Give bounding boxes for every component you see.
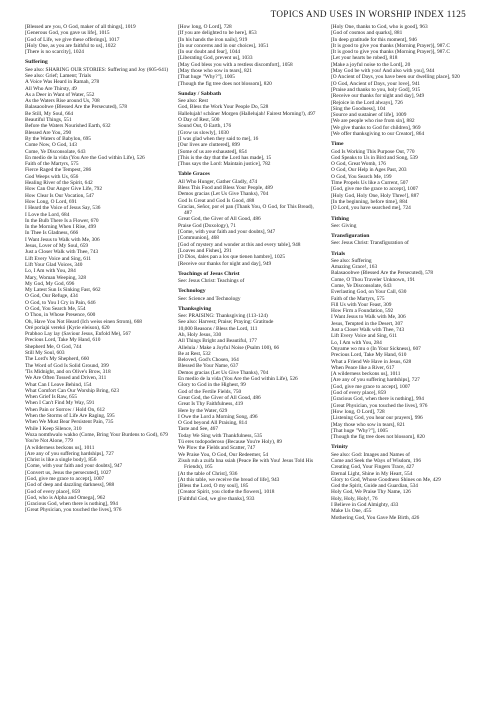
topic-heading: Thanksgiving [178,305,212,312]
index-entry: [At this table, we receive the bread of life], 943 [178,476,280,483]
index-entry: [Christ is like a single body], 856 [25,457,97,464]
index-entry: [Great Physician, you touched the lives], 976 [25,507,122,514]
index-entry: The Word of God Is Solid Ground, 399 [25,362,109,369]
index-entry: [O God, Ancient of Days, your love], 941 [331,80,421,87]
index-entry: [Communion], 468 [178,235,219,242]
index-entry: When the Storms of Life Are Raging, 595 [25,413,115,420]
index-entry: God Is Working This Purpose Out, 770 [331,148,415,155]
index-entry: Precious Lord, Take My Hand, 610 [331,352,407,359]
index-entry: We Praise You, O God, Our Redeemer, 54 [178,451,269,458]
topic-heading: Tithing [331,215,349,222]
index-entry: I Love the Lord, 684 [25,211,70,218]
index-entry: Just a Closer Walk with Thee, 743 [25,249,99,256]
index-entry: [Though the fig tree does not blossom], 820 [178,80,272,87]
index-entry: O Day of Rest, 500 [178,117,220,124]
index-entry: You're Not Alone, 779 [25,438,73,445]
index-entry: Balasaoobwe (Blessed Are the Persecuted), 578 [331,270,434,277]
index-entry: Precious Lord, Take My Hand, 610 [25,337,101,344]
index-entry: See: Jesus Christ: Transfiguration of [331,240,409,247]
index-entry: Lift Every Voice and Sing, 611 [25,255,92,262]
index-entry: [This is the day that the Lord has made], 15 [178,154,272,161]
index-entry: Shepherd Me, O God, 744 [25,343,82,350]
topic-heading: Technology [178,288,206,295]
index-entry: Zisuh ruh a zuifa hna ssiah (Peace Be with You! Jesus Told His Friends), 165 [178,457,314,471]
index-entry: [Receive our thanks for night and day], 949 [178,260,272,267]
index-entry: Come, O Thou Traveler Unknown, 191 [331,276,416,283]
index-entry: How Firm a Foundation, 592 [331,308,394,315]
index-entry: Blessed Are You, 290 [25,129,72,136]
index-entry: In Thee Is Gladness, 666 [25,230,79,237]
index-entry: What Comfort Can Our Worship Bring, 623 [25,387,120,394]
index-entry: [May God bless you with a restless discomfort], 1058 [178,61,293,68]
index-entry: Beautiful Things, 551 [25,117,72,124]
index-entry: [Make a joyful noise to the Lord], 20 [331,61,411,68]
index-entry: Balasaoobwe (Blessed Are the Persecuted), 578 [25,104,128,111]
index-entry: [In our doubt and fear], 1044 [178,49,241,56]
index-entry: Holy, Holy, Holy!, 76 [331,495,378,502]
index-entry: Sound Out, O Earth, 176 [178,123,232,130]
index-entry: [That huge "Why?"], 1005 [178,74,235,81]
index-entry: 10,000 Reasons / Bless the Lord, 111 [178,325,258,332]
index-entry: [We are people who rise from sin], 882 [331,118,415,125]
index-entry: Make Us One, 455 [331,508,372,515]
index-entry: Lo, I Am with You, 284 [331,339,382,346]
index-entry: [Faithful God, we give thanks], 933 [178,495,255,502]
index-entry: Creating God, Your Fingers Trace, 427 [331,464,415,471]
index-entry: [God, give me the grace to accept], 1007 [331,186,419,193]
index-entry: Alleluia / Make a Joyful Noise (Psalm 100), 66 [178,344,280,351]
index-entry: See also: SHARING OUR STORIES: Suffering and Joy (605-641) [25,66,169,73]
index-entry: Everlasting God, on Your Call, 630 [331,289,407,296]
index-entry: [Blessed are you, O God, maker of all things], 1019 [25,24,136,30]
index-entry: [Source and sustainer of life], 1009 [331,112,407,119]
index-entry: [It is good to give you thanks (Morning Prayer)], 987.C [331,49,450,56]
index-entry: God Is Great and God Is Good, 488 [178,197,255,204]
index-entry: Faith of the Martyrs, 575 [331,295,385,302]
index-entry: I Want Jesus to Walk with Me, 306 [25,236,100,243]
index-entry: Come, Ye Disconsolate, 643 [331,282,392,289]
index-entry: [We offer thanksgiving to our Creator], 864 [331,131,425,138]
index-entry: O Thou, in Whose Presence, 600 [25,312,96,319]
index-entry: [I was glad when they said to me], 16 [178,135,259,142]
index-entry: How Long, O Lord, 691 [25,198,77,205]
index-entry: When We Must Bear Persistent Pain, 735 [25,419,114,426]
index-entry: [Let your hearts be robed], 818 [331,55,398,62]
index-entry: [Listening God, you hear our prayers], 996 [331,415,423,422]
index-entry: In the Morning When I Rise, 499 [25,224,96,231]
index-entry: Eternal Light, Shine in My Heart, 554 [331,470,413,477]
index-entry: Mothering God, You Gave Me Birth, 426 [331,514,420,521]
index-entry: [Sing the Goodness], 104 [331,105,386,112]
index-entry: We Plow the Fields and Scatter, 747 [178,445,256,452]
index-entry: See also: Harvest; Praise; Praying: Gratitude [178,319,274,326]
index-entry: [Holy God, Holy One, Holy Three!], 887 [331,192,419,199]
index-entry: [Gracious God, when there is nothing], 994 [25,501,118,508]
index-entry: See: Giving [331,222,357,229]
index-entry: O God beyond All Praising, 814 [178,420,247,427]
index-entry: [Bless the Lord, O my soul], 185 [178,483,249,490]
index-entry: Fierce Raged the Tempest, 286 [25,167,92,174]
running-title: TOPICS AND USES IN WORSHIP INDEX [270,9,445,19]
index-entry: Onyame wo mu o (In Your Sickness), 607 [331,345,421,352]
index-entry: See: PRAISING: Thanksgiving (113-124) [178,313,268,320]
index-entry: Time Propels Us like a Current, 507 [331,180,409,187]
index-entry: [Some of us are exhausted], 854 [178,148,247,155]
index-entry: I Believe in God Almighty, 433 [331,501,399,508]
index-entry: Great God, the Giver of All Good, 486 [178,394,261,401]
index-entry: Glory to God in the Highest, 99 [178,382,246,389]
index-entry: Praise God (Doxology), 71 [178,222,236,229]
index-entry: I Owe the Lord a Morning Song, 496 [178,413,258,420]
index-entry: [May God be with you! And also with you], 944 [331,68,435,75]
topic-heading: Trials [331,250,346,257]
index-entry: [Thus says the Lord: Maintain justice], 782 [178,161,271,168]
index-entry: [Holy One, thanks to God, who is good], 963 [331,24,428,30]
index-entry: Be Still, My Soul, 664 [25,110,74,117]
index-entry: We Are Often Tossed and Driven, 311 [25,375,107,382]
index-entry: [That huge "Why?"], 1005 [331,427,388,434]
index-entry: [Come, with your faith and your doubts], 947 [25,463,123,470]
index-entry: 'Tis Midnight, and on Olive's Brow, 318 [25,368,111,375]
index-entry: Great Is Thy Faithfulness, 419 [178,401,244,408]
index-entry: God of the Fertile Fields, 750 [178,388,242,395]
index-entry: See: Science and Technology [178,295,241,302]
index-entry: Beloved, God's Chosen, 164 [178,357,239,364]
index-entry: See also: Rest [178,98,208,105]
index-entry: Oré poriajú verekó (Kyrie eleison), 620 [25,324,110,331]
index-entry: [God of every place], 859 [331,390,387,397]
index-entry: Before the Waters Nourished Earth, 632 [25,123,111,130]
index-entry: Woza nomthwalo wakho (Come, Bring Your Burdens to God), 679 [25,431,168,438]
index-entry: [We give thanks to God for children], 969 [331,124,421,131]
index-entry: All Things Bright and Beautiful, 177 [178,338,257,345]
index-entry: See also: Suffering [331,257,372,264]
index-entry: O God, Our Help in Ages Past, 203 [331,167,407,174]
index-entry: [Are any of you suffering hardships], 727 [331,377,420,384]
index-entry: God, Bless the Work Your People Do, 528 [178,104,269,111]
index-entry: What a Friend We Have in Jesus, 628 [331,358,412,365]
index-entry: [God, who is Alpha and Omega], 962 [25,494,106,501]
index-entry: O God, to You I Cry in Pain, 646 [25,299,96,306]
index-entry: [Though the fig tree does not blossom], 820 [331,434,425,441]
index-column-3 [331,24,476,521]
index-column-1 [25,24,170,514]
index-entry: [O Lord, you have searched me], 724 [331,205,411,212]
index-entry: [Are any of you suffering hardships], 727 [25,450,114,457]
topic-heading: Suffering [25,59,48,66]
index-entry: How Clear Is Our Vocation, 547 [25,192,94,199]
index-entry: Still My Soul, 603 [25,350,65,357]
index-entry: Great God, the Giver of All Good, 486 [178,216,261,223]
index-entry: [Convert us, Jesus the persecuted], 1027 [25,469,112,476]
index-entry: See also: God: Images and Names of [331,451,410,458]
index-entry: God Speaks to Us in Bird and Song, 539 [331,154,418,161]
index-entry: O God, Our Refuge, 434 [25,293,78,300]
index-entry: [At the table of Christ], 936 [178,470,238,477]
index-entry: I Want Jesus to Walk with Me, 306 [331,314,406,321]
index-entry: Fill Us with Your Feast, 309 [331,301,392,308]
index-entry: [May those who sow in tears], 821 [331,421,406,428]
index-entry: [It is good to give you thanks (Morning Prayer)], 987.C [331,42,450,49]
index-entry: When I Can't Find My Way, 591 [25,400,95,407]
index-entry: [God, give me grace to accept], 1007 [331,383,411,390]
index-entry: En medio de la vida (You Are the God within Life), 526 [25,154,145,161]
index-entry: [Our lives are cluttered], 899 [178,142,240,149]
index-entry: [There is no scarcity], 1024 [25,49,84,56]
index-entry: How Can Our Anger Give Life, 792 [25,186,103,193]
index-entry: Oh, Have You Not Heard (Ich weiss einen Strom), 668 [25,318,142,325]
index-entry: [A wilderness beckons us], 1011 [331,371,401,378]
index-entry: Jesus, Lover of My Soul, 659 [25,243,89,250]
index-entry: Come and Seek the Ways of Wisdom, 196 [331,457,421,464]
index-entry: Blessed Be Your Name, 637 [178,363,239,370]
topic-heading: Transfiguration [331,233,370,240]
index-entry: En medio de la vida (You Are the God within Life), 526 [178,376,298,383]
topic-heading: Time [331,141,344,148]
index-entry: See: Jesus Christ: Teachings of [178,278,245,285]
index-entry: [Come, with your faith and your doubts], 947 [178,229,276,236]
index-entry: When Grief Is Raw, 655 [25,394,78,401]
index-entry: [In deep gratitude for this moment], 946 [331,36,417,43]
index-entry: Bless This Food and Bless Your People, 489 [178,184,273,191]
index-entry: [Holy One, as you are faithful to us], 1022 [25,42,116,49]
index-entry: Lift Your Glad Voices, 340 [25,261,83,268]
index-entry: O God, Great Womb, 176 [331,161,386,168]
index-entry: [God of mystery and wonder at this and every table], 948 [178,241,301,248]
index-entry: O God, You Search Me, 199 [331,173,392,180]
index-entry: Demos gracias (Let Us Give Thanks), 704 [178,369,269,376]
index-entry: As the Waters Rise around Us, 708 [25,98,100,105]
index-entry: Jesus, Tempted in the Desert, 307 [331,320,403,327]
index-entry: God the Spirit, Guide and Guardian, 534 [331,483,418,490]
index-entry: Glory to God, Whose Goodness Shines on Me, 429 [331,476,441,483]
index-entry: Tú eres todopoderoso (Because You're Holy), 89 [178,439,282,446]
index-entry: Gracias, Señor, por el pan (Thank You, O God, for This Bread), 487 [178,203,314,217]
index-entry: [O Ancient of Days, you have been our dwelling place], 920 [331,74,460,81]
index-entry: [Liberating God, prevent us], 1033 [178,55,253,62]
index-entry: In the Bulb There Is a Flower, 670 [25,217,99,224]
index-entry: [Gracious God, when there is nothing], 994 [331,396,424,403]
index-entry: Hallelujah! schöner Morgen (Hallelujah! Fairest Morning!), 497 [178,110,316,117]
index-entry: Mary, Woman Weeping, 328 [25,274,87,281]
index-entry: [Grow us slowly], 1030 [178,129,229,136]
topic-heading: Sunday / Sabbath [178,90,221,97]
index-entry: I Heard the Voice of Jesus Say, 536 [25,205,101,212]
index-entry: [If you are delighted to be here], 853 [178,30,257,37]
index-entry: [A wilderness beckons us], 1011 [25,444,95,451]
index-entry: What Can I Leave Behind, 154 [25,381,92,388]
index-entry: By the Waters of Babylon, 695 [25,135,91,142]
topic-heading: Teachings of Jesus Christ [178,270,240,277]
index-entry: [God of deep and dazzling darkness], 988 [25,482,115,489]
index-entry: Ah, Holy Jesus, 330 [178,331,222,338]
index-entry: Demos gracias (Let Us Give Thanks), 704 [178,191,269,198]
index-entry: Be at Rest, 532 [178,350,211,357]
index-entry: Come, Ye Disconsolate, 643 [25,148,86,155]
index-entry: [Creator Spirit, you clothe the flowers], 1018 [178,489,275,496]
index-entry: Just a Closer Walk with Thee, 743 [331,327,405,334]
topic-heading: Trinity [331,444,348,451]
index-entry: Holy God, We Praise Thy Name, 126 [331,489,411,496]
index-entry: God Weeps with Us, 656 [25,173,79,180]
index-entry: [How long, O Lord], 728 [331,408,385,415]
index-entry: My Latest Sun Is Sinking Fast, 662 [25,287,101,294]
index-entry: [In the beginning, before time], 884 [331,198,408,205]
index-entry: [In our concerns and in our choices], 1051 [178,42,269,49]
index-entry: [May those who sow in tears], 821 [178,68,253,75]
index-entry: Here by the Water, 629 [178,407,228,414]
index-entry: Prabhoo Lay lay (Saviour Jesus, Enfold Me), 567 [25,331,131,338]
index-entry: [God, give me grace to accept], 1007 [25,476,105,482]
index-entry: [Rejoice in the Lord always], 726 [331,99,403,106]
index-entry: [God of Life, we give these offerings], 1017 [25,36,120,43]
index-entry: [Loaves and Fishes], 291 [178,247,232,254]
index-entry: Lift Every Voice and Sing, 611 [331,333,398,340]
index-entry: Faith of the Martyrs, 575 [25,161,79,168]
index-entry: See also: Grief; Lament; Trials [25,73,91,79]
index-entry: [God of every place], 859 [25,488,81,495]
page-number: 1125 [446,9,466,19]
index-entry: Healing River of the Spirit, 642 [25,180,93,187]
index-entry: Today We Sing with Thankfulness, 535 [178,432,263,439]
topic-heading: Table Graces [178,171,210,178]
index-entry: While I Keep Silence, 310 [25,425,82,432]
index-entry: O God, You Search Me, 554 [25,305,86,312]
index-entry: Lo, I Am with You, 284 [25,268,76,275]
index-entry: [O Dios, dales pan a los que tienen hambre], 1025 [178,254,285,261]
index-entry: When Pain or Sorrow / Hold On, 612 [25,406,105,413]
index-entry: [Praise and thanks to you, holy God], 915 [331,86,421,93]
index-entry: When Peace like a River, 617 [331,364,395,371]
index-entry: [Generous God, you gave us life], 1015 [25,30,110,37]
page-header [271,9,466,19]
index-entry: My God, My God, 696 [25,280,75,287]
index-entry: A Voice Was Heard in Ramah, 278 [25,79,100,86]
index-entry: Taste and See, 467 [178,426,218,433]
index-entry: All Who Hunger, Gather Gladly, 474 [178,178,258,185]
index-entry: [How long, O Lord], 728 [178,24,232,30]
index-entry: [God of cosmos and quarks], 881 [331,30,403,37]
index-entry: [Receive our thanks for night and day], 949 [331,93,425,100]
index-entry: The Lord's My Shepherd, 660 [25,356,90,363]
index-entry: Come Now, O God, 143 [25,142,77,149]
index-entry: Amazing Grace!, 163 [331,264,378,271]
index-entry: [In his hands the iron nails], 919 [178,36,248,43]
index-entry: [Great Physician, you touched the lives], 976 [331,402,428,409]
index-column-2 [178,24,323,502]
index-entry: As a Deer in Want of Water, 552 [25,91,95,98]
index-entry: All Who Are Thirsty, 49 [25,85,77,92]
